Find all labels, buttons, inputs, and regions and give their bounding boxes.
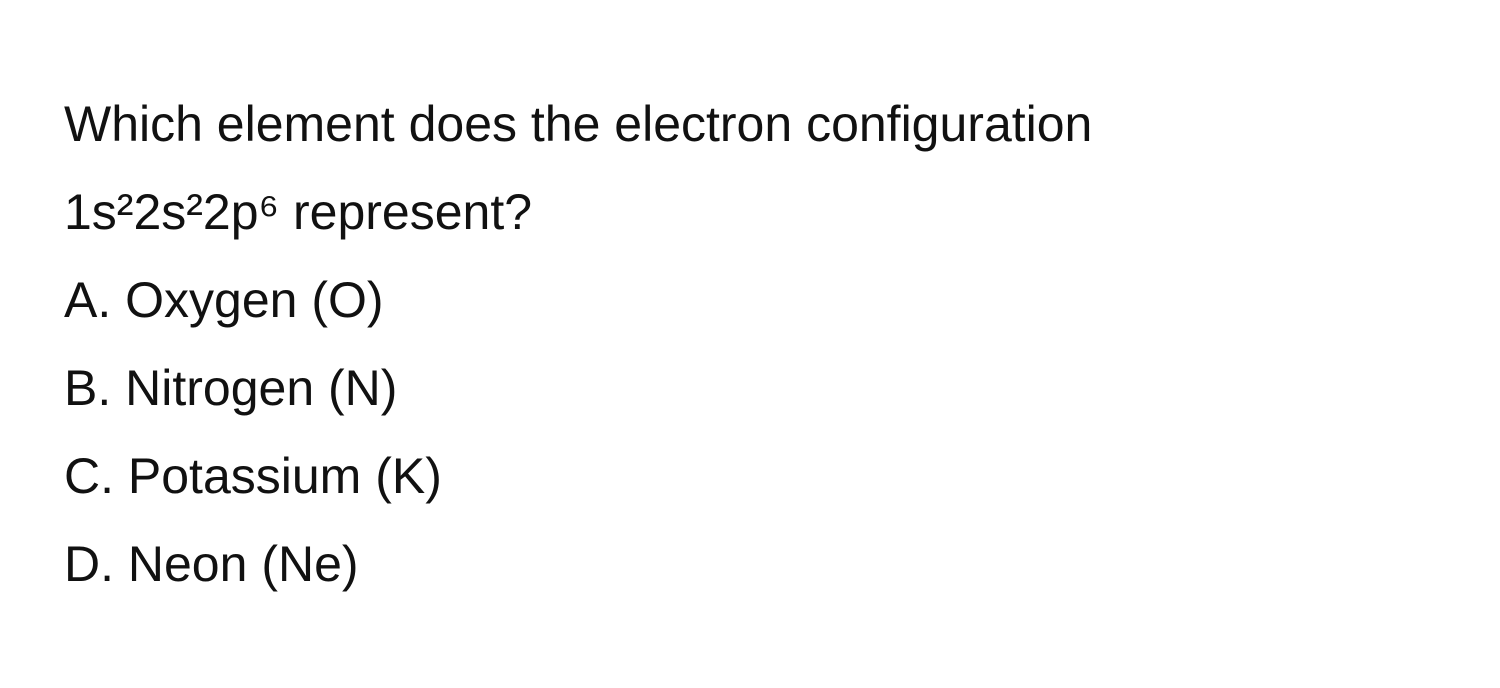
option-d: D. Neon (Ne) <box>64 536 359 592</box>
answer-options-list <box>64 256 1444 608</box>
option-a: A. Oxygen (O) <box>64 272 384 328</box>
question-text-line-1: Which element does the electron configuration <box>64 96 1093 152</box>
question-card <box>64 80 1444 608</box>
question-text-line-2: 1s²2s²2p⁶ represent? <box>64 184 533 240</box>
option-b: B. Nitrogen (N) <box>64 360 398 416</box>
option-c: C. Potassium (K) <box>64 448 442 504</box>
